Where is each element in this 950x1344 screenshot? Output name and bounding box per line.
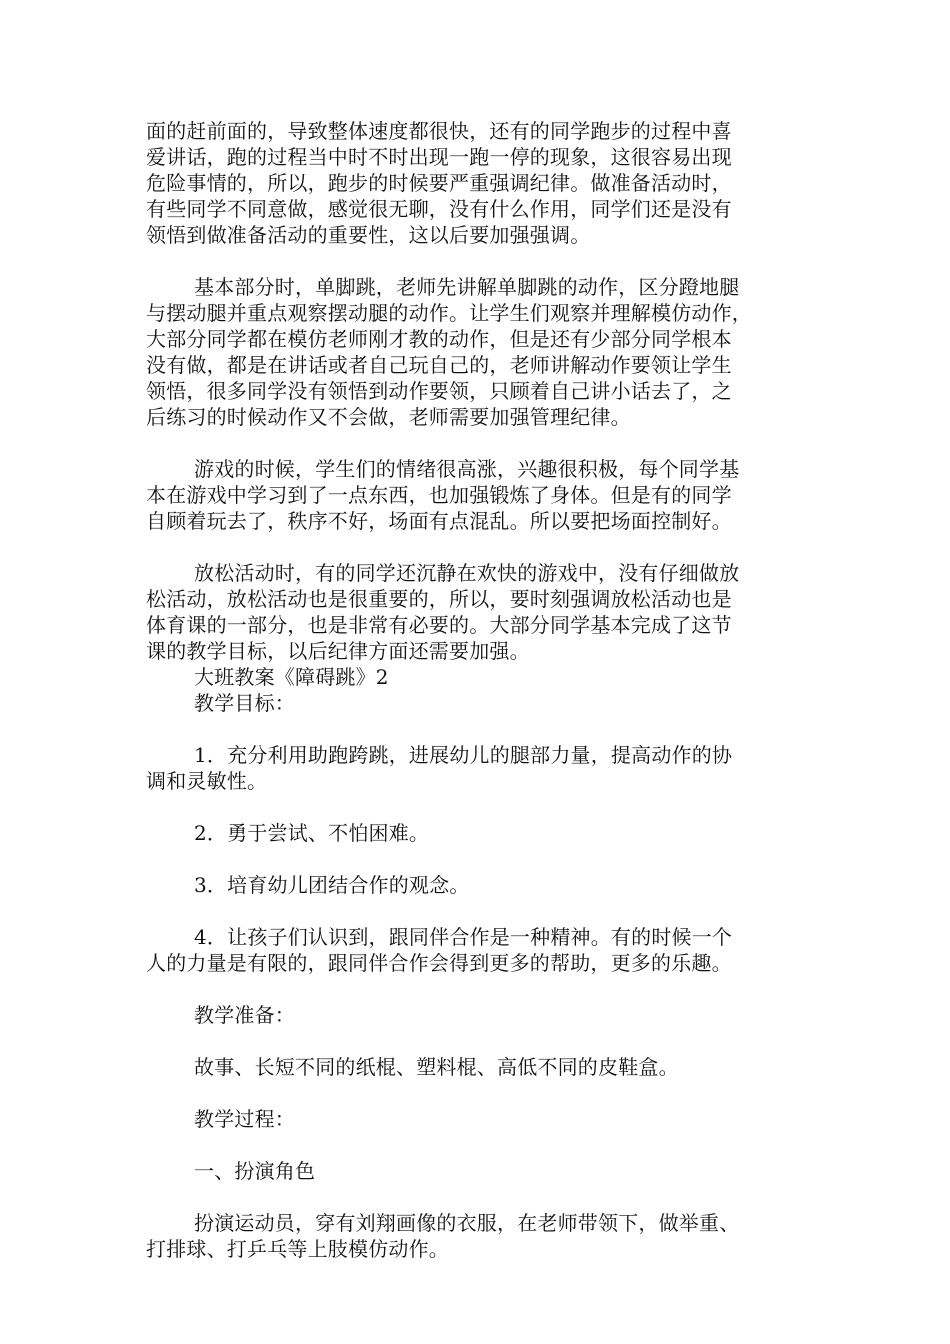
- text-line: 大部分同学都在模仿老师刚才教的动作，但是还有少部分同学根本: [146, 327, 732, 351]
- paragraph-4: [146, 560, 816, 664]
- text-line: 基本部分时，单脚跳，老师先讲解单脚跳的动作，区分蹬地腿: [194, 275, 740, 299]
- text-line: 调和灵敏性。: [146, 769, 268, 793]
- heading-line: 教学过程：: [194, 1107, 295, 1131]
- text-line: 松活动，放松活动也是很重要的，所以，要时刻强调放松活动也是: [146, 587, 732, 611]
- text-line: 2．勇于尝试、不怕困难。: [194, 821, 430, 845]
- goal-2: [146, 820, 816, 846]
- process-heading: [146, 1106, 816, 1132]
- title-line: 大班教案《障碍跳》2: [194, 665, 389, 689]
- lesson-title: [146, 664, 816, 690]
- text-line: 后练习的时候动作又不会做，老师需要加强管理纪律。: [146, 405, 631, 429]
- text-line: 危险事情的，所以，跑步的时候要严重强调纪律。做准备活动时，: [146, 171, 732, 195]
- text-line: 游戏的时候，学生们的情绪很高涨，兴趣很积极，每个同学基: [194, 457, 740, 481]
- document-page: [146, 118, 816, 1262]
- paragraph-2: [146, 274, 816, 430]
- paragraph-3: [146, 456, 816, 534]
- text-line: 1．充分利用助跑跨跳，进展幼儿的腿部力量，提高动作的协: [194, 743, 733, 767]
- text-line: 自顾着玩去了，秩序不好，场面有点混乱。所以要把场面控制好。: [146, 509, 732, 533]
- text-line: 3．培育幼儿团结合作的观念。: [194, 873, 470, 897]
- text-line: 领悟到做准备活动的重要性，这以后要加强强调。: [146, 223, 591, 247]
- text-line: 本在游戏中学习到了一点东西，也加强锻炼了身体。但是有的同学: [146, 483, 732, 507]
- step-1-text: [146, 1210, 816, 1262]
- text-line: 体育课的一部分，也是非常有必要的。大部分同学基本完成了这节: [146, 613, 732, 637]
- goal-3: [146, 872, 816, 898]
- step-1-heading: [146, 1158, 816, 1184]
- heading-line: 教学准备：: [194, 1003, 295, 1027]
- text-line: 4．让孩子们认识到，跟同伴合作是一种精神。有的时候一个: [194, 925, 733, 949]
- goal-4: [146, 924, 816, 976]
- text-line: 放松活动时，有的同学还沉静在欢快的游戏中，没有仔细做放: [194, 561, 740, 585]
- goal-1: [146, 742, 816, 794]
- text-line: 打排球、打乒乓等上肢模仿动作。: [146, 1237, 449, 1261]
- text-line: 与摆动腿并重点观察摆动腿的动作。让学生们观察并理解模仿动作，: [146, 301, 752, 325]
- text-line: 有些同学不同意做，感觉很无聊，没有什么作用，同学们还是没有: [146, 197, 732, 221]
- prep-heading: [146, 1002, 816, 1028]
- text-line: 故事、长短不同的纸棍、塑料棍、高低不同的皮鞋盒。: [194, 1055, 679, 1079]
- text-line: 面的赶前面的，导致整体速度都很快，还有的同学跑步的过程中喜: [146, 119, 732, 143]
- text-line: 爱讲话，跑的过程当中时不时出现一跑一停的现象，这很容易出现: [146, 145, 732, 169]
- text-line: 领悟，很多同学没有领悟到动作要领，只顾着自己讲小话去了，之: [146, 379, 732, 403]
- text-line: 扮演运动员，穿有刘翔画像的衣服，在老师带领下，做举重、: [194, 1211, 740, 1235]
- heading-line: 教学目标：: [194, 691, 295, 715]
- goals-heading: [146, 690, 816, 716]
- heading-line: 一、扮演角色: [194, 1159, 316, 1183]
- text-line: 没有做，都是在讲话或者自己玩自己的，老师讲解动作要领让学生: [146, 353, 732, 377]
- paragraph-1: [146, 118, 816, 248]
- text-line: 课的教学目标，以后纪律方面还需要加强。: [146, 639, 530, 663]
- prep-text: [146, 1054, 816, 1080]
- text-line: 人的力量是有限的，跟同伴合作会得到更多的帮助，更多的乐趣。: [146, 951, 732, 975]
